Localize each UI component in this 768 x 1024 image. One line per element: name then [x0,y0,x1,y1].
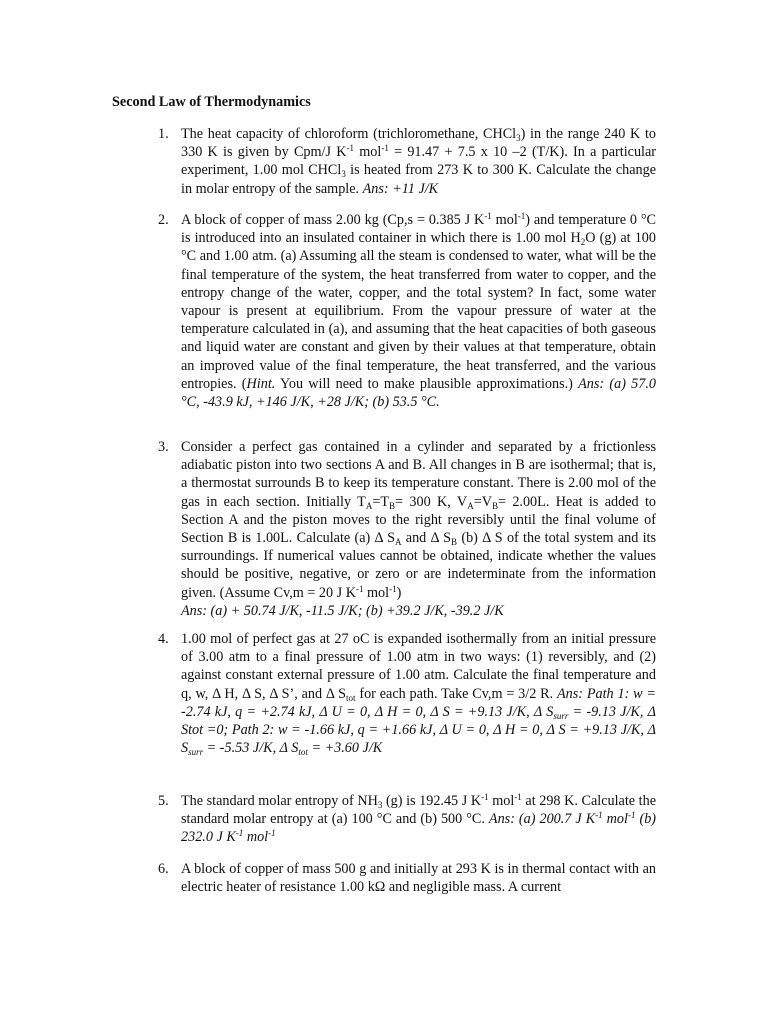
answer: Ans: (a) + 50.74 J/K, -11.5 J/K; (b) +39.2 J/K, -39.2 J/K [181,602,504,619]
problem-3 [158,438,656,620]
answer: Ans: (a) 200.7 J K [488,811,596,828]
problem-4 [158,630,656,757]
answer: Ans: Path 1: w = -2.74 kJ, q = +2.74 kJ, Δ U = 0, Δ H = 0, Δ S = +9.13 J/K, Δ S [181,685,656,720]
problem-number: 3. [158,439,169,455]
problem-text: Consider a perfect gas contained in a cylinder and separated by a frictionless adiabatic piston into two sections A and B. All changes in B are isothermal; that is, a thermostat surrounds B to keep its temperature constant. There is 2.00 mol of the gas in each section. Initially $T_A=T_B= 300$ K, $V_A=V_B= 2.00L$. Heat is added to Section A and the piston moves to the right reversibly until the final volume of Section B is 1.00L. Calculate (a) Δ $S_A$ and Δ $S_B$ (b) Δ S of the total system and its surroundings. If numerical values cannot be obtained, indicate whether the values should be positive, negative, or zero or are indeterminate from the information given. (Assume Cv,m = 20 J $K^{-1}$ mol$^{-1}$) Ans: (a) + 50.74 J/K, -11.5 J/K; (b) +39.2 J/K, -39.2 J/K [181,439,656,619]
problem-5 [158,792,656,847]
problem-6 [158,860,656,896]
problem-2 [158,211,656,411]
problem-text: A block of copper of mass 500 g and initially at 293 K is in thermal contact with an electric heater of resistance 1.00 kΩ and negligible mass. A current [181,861,656,896]
problem-number: 6. [158,861,169,877]
problem-text: The heat capacity of chloroform (trichloromethane, CHCl$_3$) in the range 240 K to 330 K is given by Cpm/J $K^{-1}$ mol$^{-1}$ = 91.47 + 7.5 x 10 –2 (T/K). In a particular experiment, 1.00 mol CHCl$_3$ is heated from 273 K to 300 K. Calculate the change in molar entropy of the sample. Ans: +11 J/K [181,126,657,197]
problem-number: 2. [158,212,169,228]
problem-number: 4. [158,631,169,647]
document-title: Second Law of Thermodynamics [112,94,311,110]
problem-text: 1.00 mol of perfect gas at 27 oC is expanded isothermally from an initial pressure of 3.00 atm to a final pressure of 1.00 atm in two ways: (1) reversibly, and (2) against constant external pressure of 1.00 atm. Calculate the final temperature and q, w, Δ H, Δ S, Δ S’, and Δ $S_{tot}$ for each path. Take Cv,m = 3/2 R. Ans: Path 1: w = -2.74 kJ, q = +2.74 kJ, Δ U = 0, Δ H = 0, Δ S = +9.13 J/K, Δ $S_{surr} = -9.13$ J/K, Δ Stot =0; Path 2: w = -1.66 kJ, q = +1.66 kJ, Δ U = 0, Δ H = 0, Δ S = +9.13 J/K, Δ $S_{surr} = -5.53$ J/K, Δ $S_{tot} = +3.60$ J/K [181,631,656,758]
problem-number: 1. [158,126,169,142]
answer: Ans: (a) 57.0 °C, -43.9 kJ, +146 J/K, +28 J/K; (b) 53.5 °C. [181,375,656,411]
answer: Ans: +11 J/K [362,180,439,197]
problem-number: 5. [158,793,169,809]
problem-1 [158,125,656,198]
problem-text: A block of copper of mass 2.00 kg (Cp,s = 0.385 J $K^{-1}$ mol$^{-1}$) and temperature 0 °C is introduced into an insulated container in which there is 1.00 mol $H_2O$ (g) at 100 °C and 1.00 atm. (a) Assuming all the steam is condensed to water, what will be the final temperature of the system, the heat transferred from water to copper, and the entropy change of the water, copper, and the total system? In fact, some water vapour is present at equilibrium. From the vapour pressure of water at the temperature calculated in (a), and assuming that the heat capacities of both gaseous and liquid water are constant and given by their values at that temperature, obtain an improved value of the final temperature, the heat transferred, and the various entropies. (Hint. You will need to make plausible approximations.) Ans: (a) 57.0 °C, -43.9 kJ, +146 J/K, +28 J/K; (b) 53.5 °C. [181,211,656,411]
problem-text: The standard molar entropy of $NH_3$ (g) is 192.45 J $K^{-1}$ mol$^{-1}$ at 298 K. Calculate the standard molar entropy at (a) 100 °C and (b) 500 °C. Ans: (a) 200.7 J $K^{-1}$ mol$^{-1}$ (b) 232.0 J $K^{-1}$ mol$^{-1}$ [181,792,657,846]
